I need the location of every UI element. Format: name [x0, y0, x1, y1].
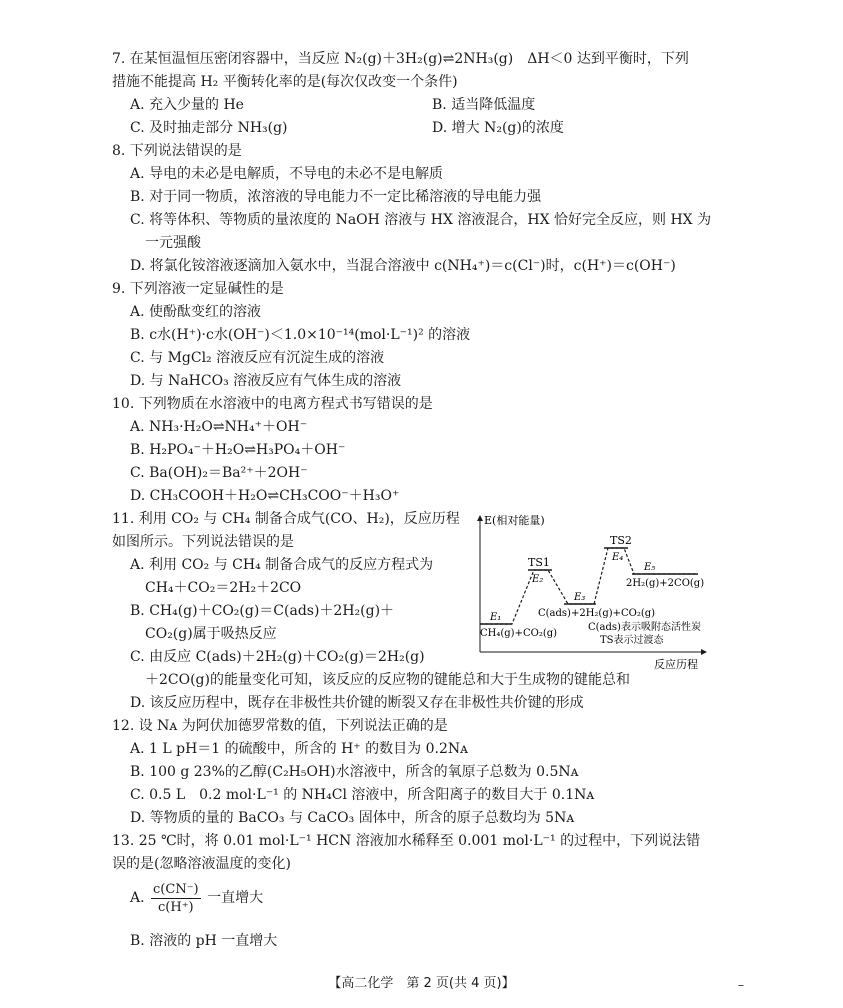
q9-option-b: B. c水(H⁺)·c水(OH⁻)＜1.0×10⁻¹⁴(mol·L⁻¹)² 的溶液: [130, 327, 471, 343]
q13-option-a: [130, 880, 263, 916]
e3-label: E₃: [574, 592, 586, 603]
fraction-denominator: c(H⁺): [158, 899, 194, 915]
q10-stem: 10. 下列物质在水溶液中的电离方程式书写错误的是: [112, 396, 433, 412]
q12-option-c: C. 0.5 L 0.2 mol·L⁻¹ 的 NH₄Cl 溶液中，所含阳离子的数目大于 0.1Nᴀ: [130, 787, 595, 803]
q8-stem: 8. 下列说法错误的是: [112, 143, 242, 159]
q12-option-d: D. 等物质的量的 BaCO₃ 与 CaCO₃ 固体中，所含的原子总数均为 5Nᴀ: [130, 810, 575, 826]
q13-stem-line1: 13. 25 ℃时，将 0.01 mol·L⁻¹ HCN 溶液加水稀释至 0.001 mol·L⁻¹ 的过程中，下列说法错: [112, 833, 701, 849]
q8-option-d: D. 将氯化铵溶液逐滴加入氨水中，当混合溶液中 c(NH₄⁺)＝c(Cl⁻)时，c(H⁺)＝c(OH⁻): [130, 258, 676, 274]
page-footer: 【高二化学 第 2 页(共 4 页)】: [328, 976, 515, 991]
diagram-x-axis-label: 反应历程: [654, 658, 698, 671]
q8-option-b: B. 对于同一物质，浓溶液的导电能力不一定比稀溶液的导电能力强: [130, 189, 542, 205]
q13-stem-line2: 误的是(忽略溶液温度的变化): [112, 856, 291, 872]
q13-option-a-fraction: [151, 881, 201, 916]
note-ts: TS表示过渡态: [600, 635, 664, 646]
q11-stem-line2: 如图所示。下列说法错误的是: [112, 534, 294, 550]
ts1-label: TS1: [528, 556, 550, 569]
q8-option-c-line1: C. 将等体积、等物质的量浓度的 NaOH 溶液与 HX 溶液混合，HX 恰好完全反应，则 HX 为: [130, 212, 712, 228]
q11-option-d: D. 该反应历程中，既存在非极性共价键的断裂又存在非极性共价键的形成: [130, 695, 584, 711]
reactant-label: CH₄(g)+CO₂(g): [480, 628, 558, 639]
q11-option-b-line2: CO₂(g)属于吸热反应: [145, 626, 277, 642]
q12-option-b: B. 100 g 23%的乙醇(C₂H₅OH)水溶液中，所含的氧原子总数为 0.5Nᴀ: [130, 764, 579, 780]
q10-option-c: C. Ba(OH)₂＝Ba²⁺＋2OH⁻: [130, 465, 308, 481]
q13-option-b: B. 溶液的 pH 一直增大: [130, 933, 278, 949]
q13-option-a-tail: 一直增大: [207, 890, 264, 906]
q11-option-b-line1: B. CH₄(g)＋CO₂(g)＝C(ads)＋2H₂(g)＋: [130, 603, 395, 619]
q11-stem-line1: 11. 利用 CO₂ 与 CH₄ 制备合成气(CO、H₂)，反应历程: [112, 511, 460, 527]
q11-option-c-line2: ＋2CO(g)的能量变化可知，该反应的反应物的键能总和大于生成物的键能总和: [145, 672, 630, 688]
intermediate-label: C(ads)+2H₂(g)+CO₂(g): [538, 608, 656, 619]
e1-label: E₁: [490, 612, 502, 623]
q7-stem-line2: 措施不能提高 H₂ 平衡转化率的是(每次仅改变一个条件): [112, 74, 458, 90]
q11-option-c-line1: C. 由反应 C(ads)＋2H₂(g)＋CO₂(g)＝2H₂(g): [130, 649, 425, 665]
q7-option-d: D. 增大 N₂(g)的浓度: [432, 120, 564, 136]
energy-diagram: [476, 512, 722, 672]
q11-option-a-line1: A. 利用 CO₂ 与 CH₄ 制备合成气的反应方程式为: [130, 557, 434, 573]
e5-label: E₅: [644, 562, 656, 573]
corner-mark: –: [738, 978, 744, 992]
q7-stem-line1: 7. 在某恒温恒压密闭容器中，当反应 N₂(g)＋3H₂(g)⇌2NH₃(g) ΔH＜0 达到平衡时，下列: [112, 51, 689, 67]
q12-stem: 12. 设 Nᴀ 为阿伏加德罗常数的值，下列说法正确的是: [112, 718, 448, 734]
e4-label: E₄: [612, 552, 624, 563]
q9-option-d: D. 与 NaHCO₃ 溶液反应有气体生成的溶液: [130, 373, 402, 389]
q10-option-d: D. CH₃COOH＋H₂O⇌CH₃COO⁻＋H₃O⁺: [130, 488, 400, 504]
q8-option-c-line2: 一元强酸: [145, 235, 201, 251]
q9-option-c: C. 与 MgCl₂ 溶液反应有沉淀生成的溶液: [130, 350, 385, 366]
q7-option-a: A. 充入少量的 He: [130, 97, 244, 113]
q11-option-a-line2: CH₄＋CO₂＝2H₂＋2CO: [145, 580, 302, 596]
q9-stem: 9. 下列溶液一定显碱性的是: [112, 281, 284, 297]
q10-option-a: A. NH₃·H₂O⇌NH₄⁺＋OH⁻: [130, 419, 308, 435]
ts2-label: TS2: [610, 534, 632, 547]
note-ads: C(ads)表示吸附态活性炭: [588, 622, 701, 633]
diagram-y-axis-label: E(相对能量): [484, 514, 545, 527]
q7-option-b: B. 适当降低温度: [432, 97, 536, 113]
q13-option-a-label: A.: [130, 890, 145, 906]
q10-option-b: B. H₂PO₄⁻＋H₂O⇌H₃PO₄＋OH⁻: [130, 442, 346, 458]
q12-option-a: A. 1 L pH＝1 的硫酸中，所含的 H⁺ 的数目为 0.2Nᴀ: [130, 741, 469, 757]
q9-option-a: A. 使酚酞变红的溶液: [130, 304, 262, 320]
e2-label: E₂: [532, 574, 544, 585]
fraction-numerator: c(CN⁻): [153, 881, 199, 897]
q7-option-c: C. 及时抽走部分 NH₃(g): [130, 120, 288, 136]
q8-option-a: A. 导电的未必是电解质，不导电的未必不是电解质: [130, 166, 444, 182]
product-label: 2H₂(g)+2CO(g): [626, 578, 705, 589]
